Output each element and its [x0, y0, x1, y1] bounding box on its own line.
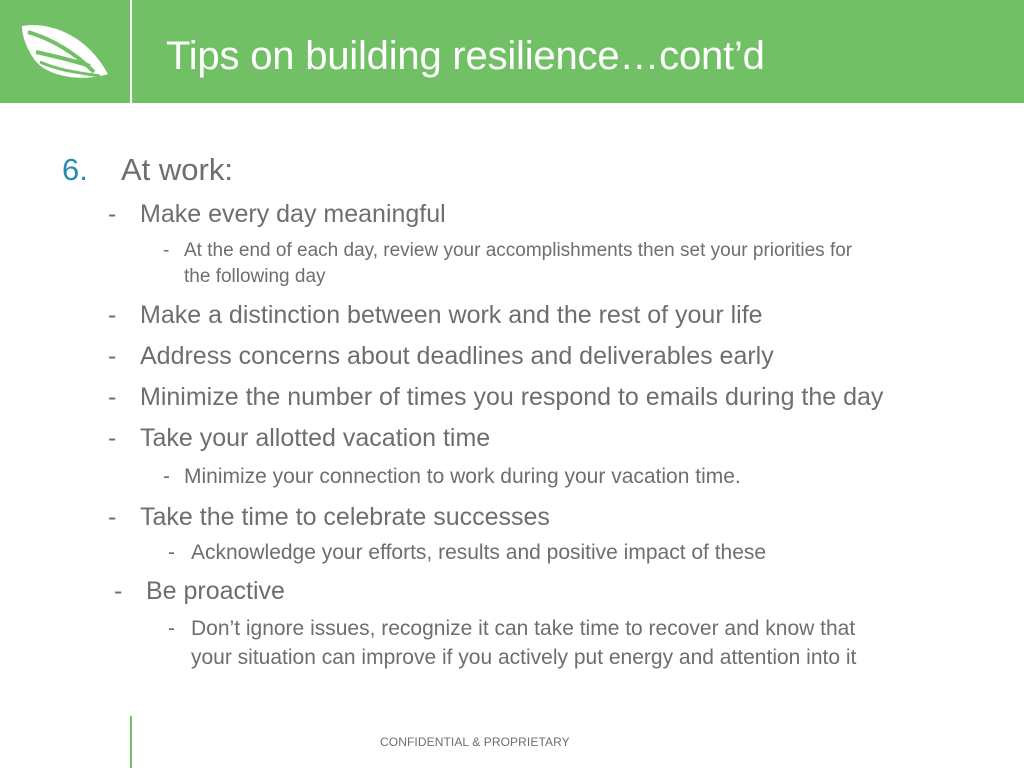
bullet-dash: -	[163, 465, 170, 488]
bullet-dash: -	[108, 200, 117, 228]
bullet-dash: -	[168, 541, 175, 564]
bullet-dash: -	[108, 424, 117, 452]
bullet-dash: -	[163, 240, 170, 261]
list-item: Address concerns about deadlines and deliverables early	[140, 342, 774, 370]
list-item-continuation: your situation can improve if you actively put energy and attention into it	[191, 646, 857, 669]
list-item: Minimize your connection to work during your vacation time.	[184, 465, 741, 488]
footer-confidential: CONFIDENTIAL & PROPRIETARY	[380, 735, 570, 749]
list-item: Minimize the number of times you respond to emails during the day	[140, 383, 884, 411]
bullet-dash: -	[108, 301, 117, 329]
list-item: Don’t ignore issues, recognize it can take time to recover and know that	[191, 617, 856, 640]
bullet-dash: -	[114, 577, 123, 605]
section-heading: At work:	[121, 152, 233, 187]
list-item: At the end of each day, review your accomplishments then set your priorities for	[184, 240, 853, 261]
list-item: Be proactive	[146, 577, 285, 605]
list-item-continuation: the following day	[184, 266, 326, 287]
slide-title: Tips on building resilience…cont’d	[166, 34, 765, 78]
list-item: Make every day meaningful	[140, 200, 446, 228]
bullet-dash: -	[108, 342, 117, 370]
list-item: Take the time to celebrate successes	[140, 503, 550, 531]
list-item: Make a distinction between work and the rest of your life	[140, 301, 763, 329]
bullet-dash: -	[168, 617, 175, 640]
list-item: Acknowledge your efforts, results and positive impact of these	[191, 541, 767, 564]
bullet-dash: -	[108, 503, 117, 531]
list-number: 6.	[62, 152, 88, 187]
bullet-dash: -	[108, 383, 117, 411]
footer-divider	[130, 716, 132, 768]
list-item: Take your allotted vacation time	[140, 424, 491, 452]
